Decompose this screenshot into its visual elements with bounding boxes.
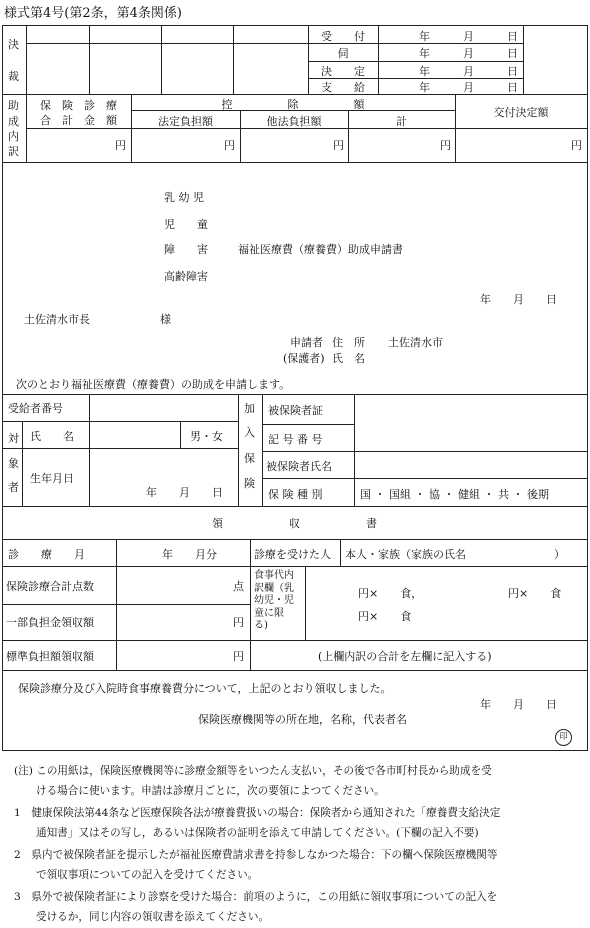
request-text: 次のとおり福祉医療費（療養費）の助成を申請します。 [16, 378, 291, 391]
meal-label-line-4: 童に限 [254, 607, 284, 619]
meal-label-line-3: 幼児・児 [254, 595, 294, 606]
name-field-label: 氏 名 [30, 430, 74, 443]
note-3-line-2: 受けるか，同じ内容の領収書を添えてください。 [36, 911, 270, 923]
guardian-label: (保護者) [283, 352, 325, 365]
form-title: 福祉医療費（療養費）助成申請書 [238, 243, 403, 256]
uketsuke-date: 年 月 日 [419, 30, 518, 43]
shikyu-date: 年 月 日 [419, 81, 518, 94]
total-label-2: 合 計 金 額 [40, 114, 117, 127]
insured-name-label: 被保険者氏名 [266, 460, 332, 473]
breakdown-side-2: 成 [8, 115, 19, 128]
points-unit: 点 [233, 580, 244, 593]
decision-label-2: 裁 [8, 70, 19, 83]
receipt-title: 領 収 書 [212, 517, 377, 530]
meal-label [254, 570, 294, 633]
note-1-line-1: 1 健康保険法第44条など医療保険各法が療養費扱いの場合：保険者から通知された「療養費支給決定 [14, 807, 501, 819]
note-2-line-2: で領収事項についての記入を受けてください。 [36, 869, 259, 881]
other-burden-label: 他法負担額 [266, 115, 322, 128]
addressee-sama: 様 [160, 313, 171, 326]
kettei-date: 年 月 日 [419, 65, 518, 78]
application-date: 年 月 日 [480, 293, 557, 306]
standard-burden-note: (上欄内訳の合計を左欄に記入する) [318, 650, 492, 663]
type-infant: 乳 幼 児 [164, 191, 204, 204]
addressee: 土佐清水市長 [24, 313, 90, 326]
institution-label: 保険医療機関等の所在地，名称，代表者名 [198, 713, 407, 726]
target-label-2: 象 [8, 457, 19, 470]
meal-line-1: 円× 食， [358, 587, 423, 600]
note-3-line-1: 3 県外で被保険者証により診察を受けた場合：前項のように，この用紙に領収事項についての記入を [14, 891, 498, 903]
patient-value: 本人・家族（家族の氏名 ） [345, 548, 565, 561]
name-label: 氏 名 [332, 352, 365, 365]
meal-label-line-1: 食事代内 [254, 570, 294, 581]
breakdown-side-1: 助 [8, 99, 19, 112]
kettei-label: 決 定 [321, 65, 365, 78]
yen-sum: 円 [440, 139, 451, 152]
treatment-month-value: 年 月分 [162, 548, 217, 561]
yen-grant: 円 [571, 139, 582, 152]
applicant-label: 申請者 [290, 336, 323, 349]
note-intro-line-1: (注) この用紙は，保険医療機関等に診療金額等をいつたん支払い，その後で各市町村長から助成を受 [14, 765, 492, 777]
meal-line-3: 円× 食 [358, 610, 412, 623]
standard-burden-yen: 円 [233, 650, 244, 663]
insurance-type-options: 国 ・ 国組 ・ 協 ・ 健組 ・ 共 ・ 後期 [360, 488, 549, 501]
sum-label: 計 [396, 115, 407, 128]
ukagai-date: 年 月 日 [419, 47, 518, 60]
total-label-1: 保 険 診 療 [40, 99, 117, 112]
meal-label-line-5: る) [254, 620, 268, 631]
target-label-3: 者 [8, 481, 19, 494]
meal-line-2: 円× 食 [508, 587, 562, 600]
insurance-label-2: 入 [244, 426, 255, 439]
insurance-type-label: 保 険 種 別 [268, 488, 323, 501]
insurance-label-4: 険 [244, 477, 255, 490]
insurance-label-3: 保 [244, 452, 255, 465]
insurer-cert-1: 被保険者証 [268, 404, 323, 417]
notes-section [0, 761, 590, 927]
type-child: 児 童 [164, 218, 208, 231]
partial-payment-label: 一部負担金領収額 [6, 616, 94, 629]
breakdown-side-4: 訳 [8, 145, 19, 158]
receipt-date: 年 月 日 [480, 698, 557, 711]
note-intro-line-2: ける場合に使います。申請は診療月ごとに，次の要領によつてください。 [36, 785, 385, 797]
seal-mark: 印 [555, 729, 572, 746]
partial-payment-yen: 円 [233, 616, 244, 629]
meal-label-line-2: 訳欄（乳 [254, 582, 294, 594]
grant-label: 交付決定額 [493, 106, 549, 119]
ukagai-label: 伺 [337, 47, 349, 60]
uketsuke-label: 受 付 [321, 30, 365, 43]
recipient-number-label: 受給者番号 [8, 402, 63, 415]
patient-label: 診療を受けた人 [254, 548, 331, 561]
decision-label-1: 決 [8, 38, 19, 51]
address-value: 土佐清水市 [388, 336, 443, 349]
insurer-cert-2: 記 号 番 号 [268, 433, 323, 446]
target-label-1: 対 [8, 432, 19, 445]
deduction-label: 控 除 額 [221, 98, 365, 111]
type-disability: 障 害 [164, 243, 208, 256]
birth-label: 生年月日 [30, 472, 74, 485]
gender-field: 男・女 [190, 430, 223, 443]
legal-burden-label: 法定負担額 [158, 115, 213, 128]
address-label: 住 所 [332, 336, 365, 349]
yen-other: 円 [333, 139, 344, 152]
birth-date: 年 月 日 [146, 486, 223, 499]
type-elderly-disability: 高齢障害 [164, 270, 208, 283]
points-label: 保険診療合計点数 [6, 580, 94, 593]
note-2-line-1: 2 県内で被保険者証を提示したが福祉医療費請求書を持参しなかつた場合：下の欄へ保険医療機関等 [14, 849, 498, 861]
note-1-line-2: 通知書」又はその写し，あるいは保険者の証明を添えて申請してください。(下欄の記入不要) [36, 827, 479, 839]
standard-burden-label: 標準負担額領収額 [6, 650, 94, 663]
insurance-label-1: 加 [244, 402, 255, 415]
yen-legal: 円 [224, 139, 235, 152]
yen-total: 円 [115, 139, 126, 152]
shikyu-label: 支 給 [321, 81, 365, 94]
form-header: 様式第4号(第2条，第4条関係) [4, 6, 182, 21]
breakdown-side-3: 内 [8, 130, 19, 143]
treatment-month-label: 診 療 月 [8, 548, 85, 561]
receipt-certification: 保険診療分及び入院時食事療養費分について，上記のとおり領収しました。 [18, 682, 392, 695]
